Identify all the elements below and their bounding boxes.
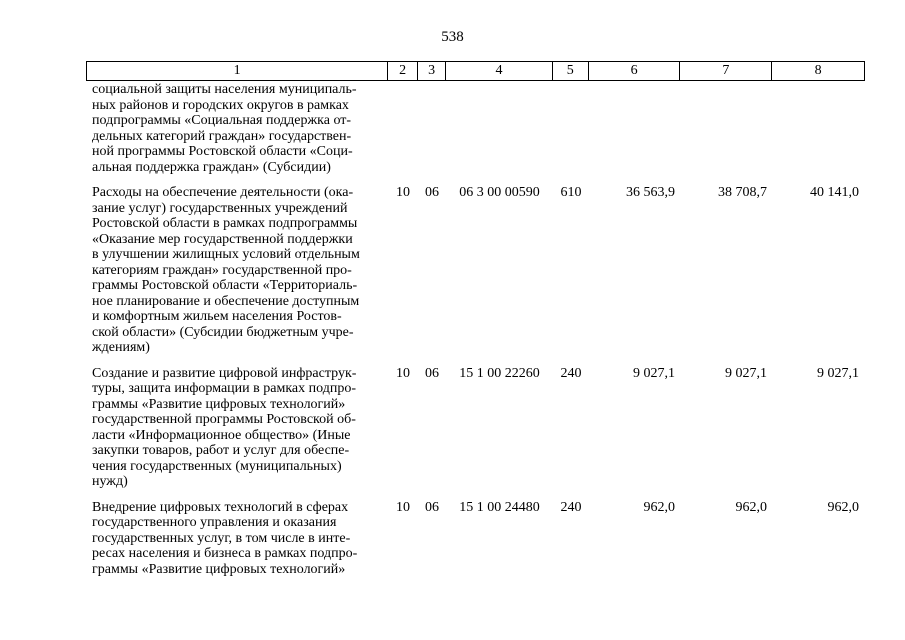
description-line: ной программы Ростовской области «Соци- — [92, 144, 353, 159]
row-description — [86, 500, 388, 578]
description-line: дельных категорий граждан» государствен- — [92, 128, 352, 144]
row-cell-c2: 10 — [396, 365, 410, 381]
table-row — [86, 366, 865, 490]
row-cell-c7: 9 027,1 — [725, 365, 767, 381]
description-line: Внедрение цифровых технологий в сферах — [92, 499, 349, 515]
row-cell-c2: 10 — [396, 185, 410, 200]
description-line: государственных услуг, в том числе в инте- — [92, 530, 351, 546]
row-cell-c4: 06 3 00 00590 — [459, 185, 540, 200]
description-line: чения государственных (муниципальных) — [92, 458, 342, 474]
column-header-3: 3 — [418, 62, 446, 80]
description-line: граммы Ростовской области «Территориаль- — [92, 278, 358, 293]
row-description — [86, 185, 388, 356]
row-cell-c3: 06 — [425, 185, 439, 200]
description-line: категориям граждан» государственной про- — [92, 262, 352, 278]
description-line: ской области» (Субсидии бюджетным учре- — [92, 324, 354, 340]
row-cell-c2 — [388, 82, 418, 175]
table-row — [86, 185, 865, 356]
row-cell-c7 — [681, 82, 773, 175]
row-cell-c8: 9 027,1 — [817, 365, 859, 381]
row-cell-c2: 10 — [396, 499, 410, 515]
description-line: ресах населения и бизнеса в рамках подпро- — [92, 546, 358, 561]
row-cell-c3: 06 — [425, 499, 439, 515]
description-line: ласти «Информационное общество» (Иные — [92, 427, 351, 443]
row-cell-c8 — [773, 82, 865, 175]
description-line: государственного управления и оказания — [92, 515, 337, 530]
table-header — [86, 61, 865, 81]
row-description — [86, 82, 388, 175]
row-cell-c6: 962,0 — [643, 499, 675, 515]
description-line: и комфортным жильем населения Ростов- — [92, 309, 342, 324]
description-line: подпрограммы «Социальная поддержка от- — [92, 113, 352, 128]
column-header-5: 5 — [553, 62, 589, 80]
description-line: социальной защиты населения муниципаль- — [92, 82, 357, 97]
description-line: ждениям) — [92, 340, 150, 355]
description-line: зание услуг) государственных учреждений — [92, 200, 348, 216]
page-number: 538 — [441, 29, 464, 45]
row-cell-c3: 06 — [425, 365, 439, 381]
column-header-4: 4 — [446, 62, 553, 80]
table-row — [86, 82, 865, 175]
description-line: граммы «Развитие цифровых технологий» — [92, 396, 346, 412]
description-line: граммы «Развитие цифровых технологий» — [92, 561, 346, 577]
column-header-6: 6 — [589, 62, 681, 80]
row-cell-c6: 9 027,1 — [633, 365, 675, 381]
description-line: альная поддержка граждан» (Субсидии) — [92, 159, 331, 175]
row-cell-c5: 240 — [560, 499, 582, 515]
column-header-7: 7 — [680, 62, 772, 80]
description-line: ное планирование и обеспечение доступным — [92, 293, 360, 309]
row-cell-c4: 15 1 00 22260 — [459, 365, 540, 381]
description-line: закупки товаров, работ и услуг для обеспе- — [92, 443, 350, 458]
column-header-8: 8 — [814, 63, 822, 78]
description-line: Создание и развитие цифровой инфраструк- — [92, 365, 357, 381]
description-line: государственной программы Ростовской об- — [92, 412, 356, 427]
table-body — [86, 82, 865, 577]
row-cell-c7: 38 708,7 — [718, 185, 767, 200]
description-line: туры, защита информации в рамках подпро- — [92, 381, 357, 396]
row-cell-c5 — [553, 82, 589, 175]
row-cell-c4: 15 1 00 24480 — [459, 499, 540, 515]
column-header-1: 1 — [87, 62, 388, 80]
description-line: нужд) — [92, 474, 128, 489]
description-line: ных районов и городских округов в рамках — [92, 97, 349, 113]
column-header-2: 2 — [388, 62, 418, 80]
row-cell-c4 — [446, 82, 553, 175]
row-description — [86, 366, 388, 490]
description-line: Ростовской области в рамках подпрограммы — [92, 216, 358, 231]
row-cell-c5: 240 — [560, 365, 582, 381]
description-line: Расходы на обеспечение деятельности (ока- — [92, 185, 354, 200]
row-cell-c8: 40 141,0 — [810, 185, 859, 200]
row-cell-c5: 610 — [560, 185, 582, 200]
description-line: «Оказание мер государственной поддержки — [92, 231, 353, 247]
row-cell-c8: 962,0 — [827, 499, 859, 515]
row-cell-c7: 962,0 — [735, 499, 767, 515]
description-line: в улучшении жилищных условий отдельным — [92, 247, 360, 262]
row-cell-c3 — [418, 82, 446, 175]
table-row — [86, 500, 865, 578]
row-cell-c6: 36 563,9 — [626, 185, 675, 200]
row-cell-c6 — [589, 82, 681, 175]
